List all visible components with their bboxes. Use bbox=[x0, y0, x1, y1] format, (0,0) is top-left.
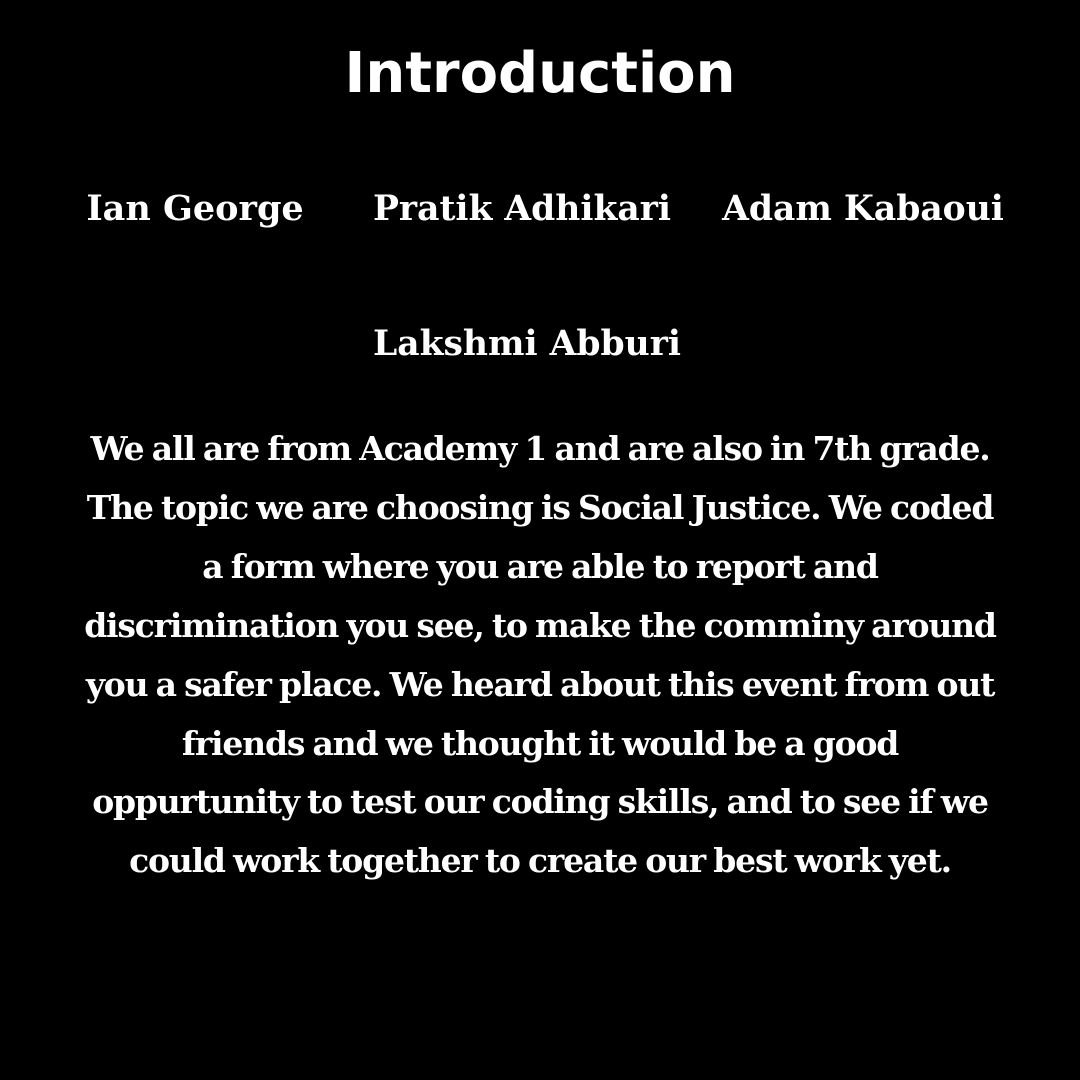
paragraph-line: could work together to create our best work yet. bbox=[129, 841, 951, 881]
intro-paragraph bbox=[50, 420, 1030, 891]
team-member-name: Lakshmi Abburi bbox=[372, 324, 682, 364]
slide-title: Introduction bbox=[344, 41, 736, 106]
paragraph-line: you a safer place. We heard about this event from out bbox=[85, 664, 995, 704]
paragraph-line: The topic we are choosing is Social Justice. We coded bbox=[86, 487, 994, 527]
team-member-name: Ian George bbox=[86, 188, 304, 229]
paragraph-line: oppurtunity to test our coding skills, and to see if we bbox=[92, 782, 988, 822]
team-member-name: Adam Kabaoui bbox=[722, 189, 1004, 229]
paragraph-line: discrimination you see, to make the comminy around bbox=[84, 605, 996, 645]
team-member-name: Pratik Adhikari bbox=[372, 189, 672, 229]
paragraph-line: a form where you are able to report and bbox=[202, 546, 878, 586]
paragraph-line: friends and we thought it would be a good bbox=[181, 723, 899, 763]
paragraph-line: We all are from Academy 1 and are also in 7th grade. bbox=[90, 429, 990, 468]
